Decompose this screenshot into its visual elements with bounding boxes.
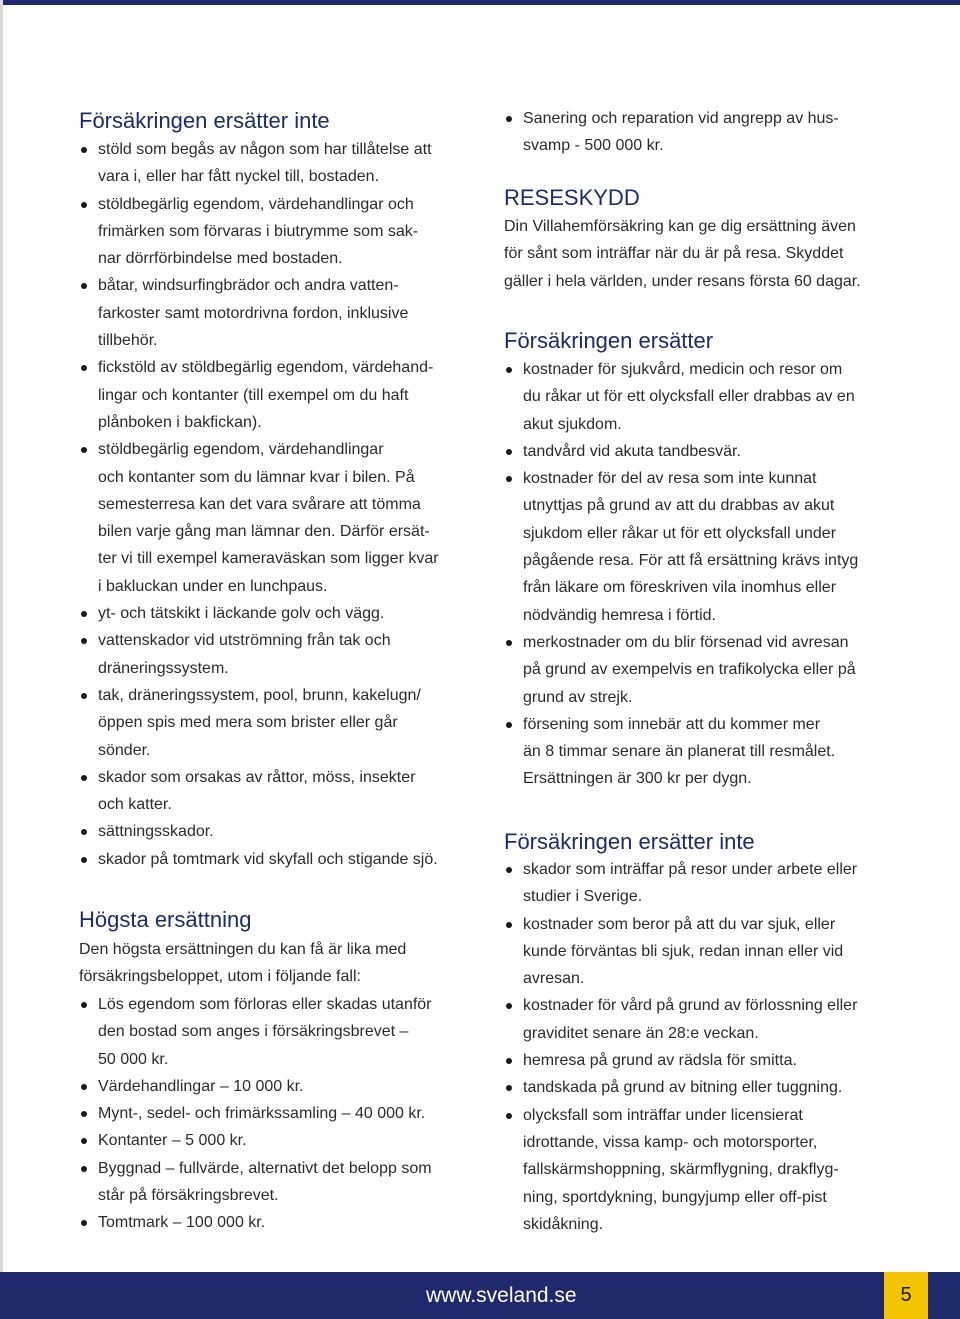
list-item-line: kostnader som beror på att du var sjuk, eller [523,915,836,933]
travel-covered-list [504,356,924,793]
list-item [79,627,499,682]
text-line: Din Villahemförsäkring kan ge dig ersättning även [504,218,856,235]
list-item-line: Lös egendom som förloras eller skadas utanför [98,996,432,1013]
list-item [79,846,499,873]
list-item-line: båtar, windsurfingbrädor och andra vatten- [98,277,399,295]
footer-bar [0,1272,960,1319]
list-item [79,272,499,354]
list-item-line: kostnader för vård på grund av förlossning eller [523,997,858,1015]
list-item-line: hemresa på grund av rädsla för smitta. [523,1052,797,1070]
list-item-line: än 8 timmar senare än planerat till resmålet. [523,743,836,761]
list-item-line: farkoster samt motordrivna fordon, inklusive [98,304,409,322]
list-item [79,136,499,191]
list-item-line: Byggnad – fullvärde, alternativt det belopp som [98,1159,432,1177]
list-item-line: och kontanter som du lämnar kvar i bilen. På [98,468,415,486]
list-item [79,1100,499,1127]
list-item-line: nar dörrförbindelse med bostaden. [98,250,343,268]
list-item-line: lingar och kontanter (till exempel om du haft [98,386,409,404]
list-item-line: öppen spis med mera som brister eller går [98,714,398,732]
list-item [79,191,499,273]
top-rule [0,0,960,5]
list-item [79,764,499,819]
travel-exclusions-list [504,856,924,1238]
list-item-line: Ersättningen är 300 kr per dygn. [523,770,752,788]
list-item-line: pågående resa. För att få ersättning krävs intyg [523,552,859,570]
list-item-line: yt- och tätskikt i läckande golv och vägg. [98,605,385,623]
section-heading-travel-covered: Försäkringen ersätter [504,328,714,353]
list-item-line: från läkare om föreskriven vila inomhus eller [523,579,837,597]
list-item-line: skador som inträffar på resor under arbete eller [523,861,858,878]
list-item-line: den bostad som anges i försäkringsbrevet – [98,1023,409,1041]
list-item-line: 50 000 kr. [98,1050,169,1068]
list-item-line: nödvändig hemresa i förtid. [523,606,716,624]
list-item-line: på grund av exempelvis en trafikolycka eller på [523,661,856,679]
list-item-line: utnyttjas på grund av att du drabbas av akut [523,497,835,515]
list-item-line: Sanering och reparation vid angrepp av hus- [523,110,839,127]
section-heading-max-compensation: Högsta ersättning [79,907,252,932]
list-item [504,711,924,793]
list-item [504,1074,924,1101]
list-item [504,1047,924,1074]
list-item [79,991,499,1073]
list-item [79,1127,499,1154]
list-item-line: Kontanter – 5 000 kr. [98,1132,247,1150]
list-item-line: står på försäkringsbrevet. [98,1187,279,1205]
list-item-line: stöldbegärlig egendom, värdehandlingar [98,441,384,459]
list-item-line: sönder. [98,741,151,759]
list-item [504,1102,924,1238]
list-item [504,629,924,711]
list-item-line: bilen varje gång man lämnar den. Därför ersät- [98,523,430,541]
list-item-line: akut sjukdom. [523,415,622,433]
travel-protection-text [504,213,861,295]
page-number-badge: 5 [884,1272,928,1319]
list-item [79,354,499,436]
list-item-line: tandvård vid akuta tandbesvär. [523,442,741,460]
list-item-line: fallskärmshoppning, skärmflygning, drakflyg- [523,1161,839,1179]
list-item-line: vara i, eller har fått nyckel till, bostaden. [98,168,380,186]
list-item-line: ter vi till exempel kameraväskan som ligger kvar [98,550,439,568]
section-heading-exclusions: Försäkringen ersätter inte [79,108,330,133]
list-item [504,856,924,911]
list-item-line: studier i Sverige. [523,888,643,906]
sanitation-list [504,105,924,160]
list-item [79,1209,499,1236]
list-item-line: merkostnader om du blir försenad vid avresan [523,633,849,651]
list-item-line: svamp - 500 000 kr. [523,137,664,155]
list-item-line: idrottande, vissa kamp- och motorsporter, [523,1133,818,1151]
list-item-line: semesterresa kan det vara svårare att tömma [98,495,421,513]
list-item-line: skidåkning. [523,1215,604,1233]
list-item-line: olycksfall som inträffar under licensierat [523,1106,803,1124]
list-item-line: och katter. [98,796,172,814]
left-margin-rule [0,0,3,1272]
list-item [79,436,499,600]
max-compensation-list [79,991,499,1237]
list-item-line: dräneringssystem. [98,659,229,677]
list-item-line: tandskada på grund av bitning eller tuggning. [523,1079,843,1097]
list-item [79,1155,499,1210]
list-item [504,992,924,1047]
list-item-line: kostnader för sjukvård, medicin och resor om [523,361,843,378]
text-line: gäller i hela världen, under resans första 60 dagar. [504,272,861,290]
website-link[interactable]: www.sveland.se [426,1284,577,1307]
section-heading-travel-protection: RESESKYDD [504,185,640,210]
list-item-line: stöldbegärlig egendom, värdehandlingar och [98,195,414,213]
list-item-line: graviditet senare än 28:e veckan. [523,1024,759,1042]
list-item [79,600,499,627]
list-item-line: tillbehör. [98,332,158,350]
list-item-line: skador som orsakas av råttor, möss, insekter [98,768,416,786]
list-item-line: Tomtmark – 100 000 kr. [98,1214,266,1232]
list-item [79,1073,499,1100]
list-item-line: avresan. [523,970,585,988]
text-line: för sånt som inträffar när du är på resa. Skyddet [504,245,844,263]
list-item-line: sättningsskador. [98,823,214,841]
list-item [79,682,499,764]
list-item-line: i bakluckan under en lunchpaus. [98,577,328,595]
section-heading-travel-exclusions: Försäkringen ersätter inte [504,829,755,854]
max-compensation-intro [79,936,406,991]
list-item [504,438,924,465]
list-item-line: Mynt-, sedel- och frimärkssamling – 40 000 kr. [98,1105,426,1123]
list-item-line: frimärken som förvaras i biutrymme som sak- [98,222,419,240]
list-item-line: ning, sportdykning, bungyjump eller off-pist [523,1188,827,1206]
list-item-line: kostnader för del av resa som inte kunnat [523,470,817,488]
list-item-line: vattenskador vid utströmning från tak och [98,632,391,650]
list-item [79,818,499,845]
list-item-line: kunde förväntas bli sjuk, redan innan eller vid [523,942,844,960]
list-item [504,911,924,993]
intro-line: Den högsta ersättningen du kan få är lika med [79,941,407,958]
list-item-line: fickstöld av stöldbegärlig egendom, värdehand- [98,359,434,377]
list-item-line: sjukdom eller råkar ut för ett olycksfall under [523,524,837,542]
list-item [504,465,924,629]
list-item-line: skador på tomtmark vid skyfall och stigande sjö. [98,850,438,868]
exclusions-list [79,136,499,873]
list-item-line: grund av strejk. [523,688,633,706]
list-item-line: du råkar ut för ett olycksfall eller drabbas av en [523,388,855,406]
list-item [504,356,924,438]
list-item-line: tak, dräneringssystem, pool, brunn, kakelugn/ [98,686,421,704]
list-item-line: Värdehandlingar – 10 000 kr. [98,1077,304,1095]
list-item [504,105,924,160]
list-item-line: försening som innebär att du kommer mer [523,715,821,733]
list-item-line: plånboken i bakfickan). [98,413,262,431]
list-item-line: stöld som begås av någon som har tillåtelse att [98,141,432,158]
intro-line: försäkringsbeloppet, utom i följande fall: [79,968,361,986]
